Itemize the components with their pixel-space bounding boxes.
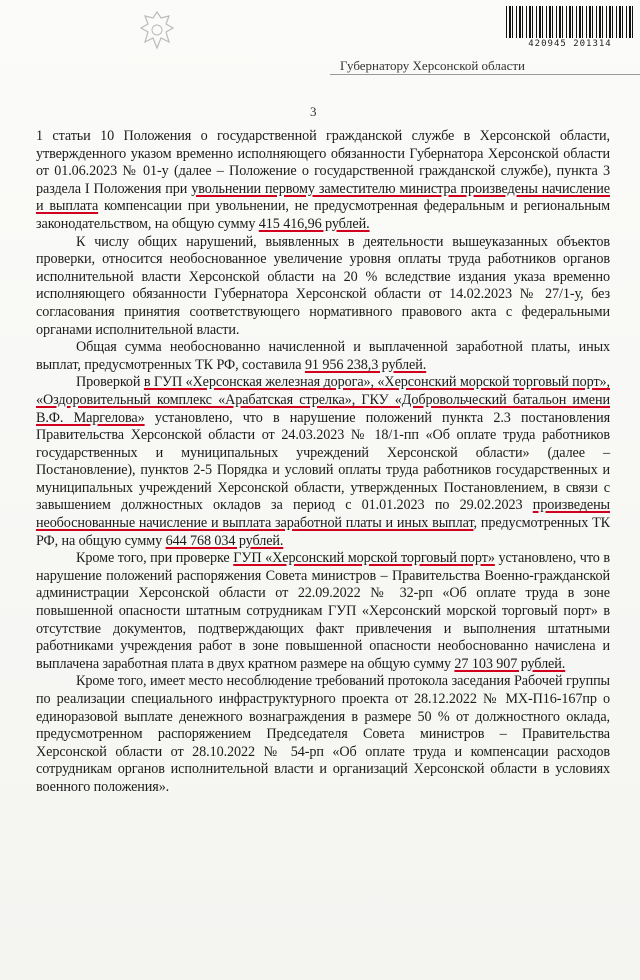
paragraph-text: установлено, что в нарушение положений распоряжения Совета министров – Правительства Военно-гражданской администрации Херсонской области от 22.09.2022 № 32-рп «Об оплате труда в зоне повышенной опасности штатным сотрудникам ГУП «Херсонский морской торговый порт» в отсутствие документов, подтверждающих факт привлечения и выполнения штатными работниками учреждения работ в зоне повышенной опасности необоснованно начислена и выплачена заработная плата в двух кратном размере на общую сумму [36,550,610,672]
header-divider [330,74,640,75]
highlighted-text: увольнении первому заместителю министра произведены начисление и выплата [36,180,610,215]
paragraph [36,673,610,796]
highlighted-text: ГУП «Херсонский морской торговый порт» [233,550,495,567]
highlighted-text: 27 103 907 рублей. [454,655,566,672]
page-number: 3 [310,104,317,119]
document-body [36,128,610,797]
highlighted-text: 644 768 034 рублей. [165,532,284,549]
addressee: Губернатору Херсонской области [340,58,526,73]
paragraph [36,374,610,550]
paragraph-text: Общая сумма необоснованно начисленной и выплаченной заработной платы, иных выплат, предусмотренных ТК РФ, составила [36,339,610,373]
highlighted-text: 415 416,96 рублей. [258,215,370,232]
paragraph [36,550,610,673]
barcode-number: 420945 201314 [528,39,612,49]
paragraph [36,128,610,234]
paragraph-text: установлено, что в нарушение положений пункта 2.3 постановления Правительства Херсонской области от 24.03.2023 № 18/1-пп «Об оплате труда работников государственных и муниципальных учреждений Херсонской области» (далее – Постановление), пунктов 2-5 Порядка и условий оплаты труда работников государственных и муниципальных учреждений Херсонской области, утвержденных Постановлением, в связи с завышением должностных окладов за период с 01.01.2023 по 29.02.2023 [36,409,611,514]
paragraph-text: К числу общих нарушений, выявленных в деятельности вышеуказанных объектов проверки, относится необоснованное увеличение уровня оплаты труда работников органов исполнительной власти Херсонской области на 20 % вследствие издания указа временно исполняющего обязанности Губернатора Херсонской области от 14.02.2023 № 27/1-у, без согласования принятия соответствующего нормативного правового акта с федеральными органами исполнительной власти. [36,233,610,338]
barcode [506,6,634,50]
paragraph-text: , предусмотренных ТК РФ, на общую сумму [36,515,610,549]
paragraph-text: Кроме того, при проверке [76,550,234,567]
paragraph [36,234,610,340]
highlighted-text: в ГУП «Херсонская железная дорога», «Херсонский морской торговый порт», «Оздоровительный комплекс «Арабатская стрелка», ГКУ «Добровольческий батальон имени В.Ф. Маргелова» [36,374,611,426]
paragraph-text: Кроме того, имеет место несоблюдение требований протокола заседания Рабочей группы по реализации специального инфраструктурного проекта от 28.12.2022 № МХ-П16-167пр о единоразовой выплате денежного вознаграждения в размере 50 % от должностного оклада, предусмотренном распоряжением Председателя Совета министров – Правительства Херсонской области от 28.10.2022 № 54-рп «Об оплате труда и компенсации расходов сотрудникам органов исполнительной власти и организаций Херсонской области в условиях военного положения». [36,673,610,795]
highlighted-text: произведены необоснованные начисление и выплата заработной платы и иных выплат [36,497,610,532]
paragraph-text: Проверкой [76,374,144,391]
barcode-bars [506,6,634,38]
coat-of-arms-emblem [135,8,179,52]
paragraph-text: 1 статьи 10 Положения о государственной гражданской службе в Херсонской области, утвержденного указом временно исполняющего обязанности Губернатора Херсонской области от 01.06.2023 № 01-у (далее – Положение о государственной гражданской службе), пункта 3 раздела I Положения при [36,128,610,197]
highlighted-text: 91 956 238,3 рублей. [304,356,427,373]
paragraph [36,339,610,374]
paragraph-text: компенсации при увольнении, не предусмотренная федеральным и региональным законодательством, на общую сумму [36,198,610,232]
